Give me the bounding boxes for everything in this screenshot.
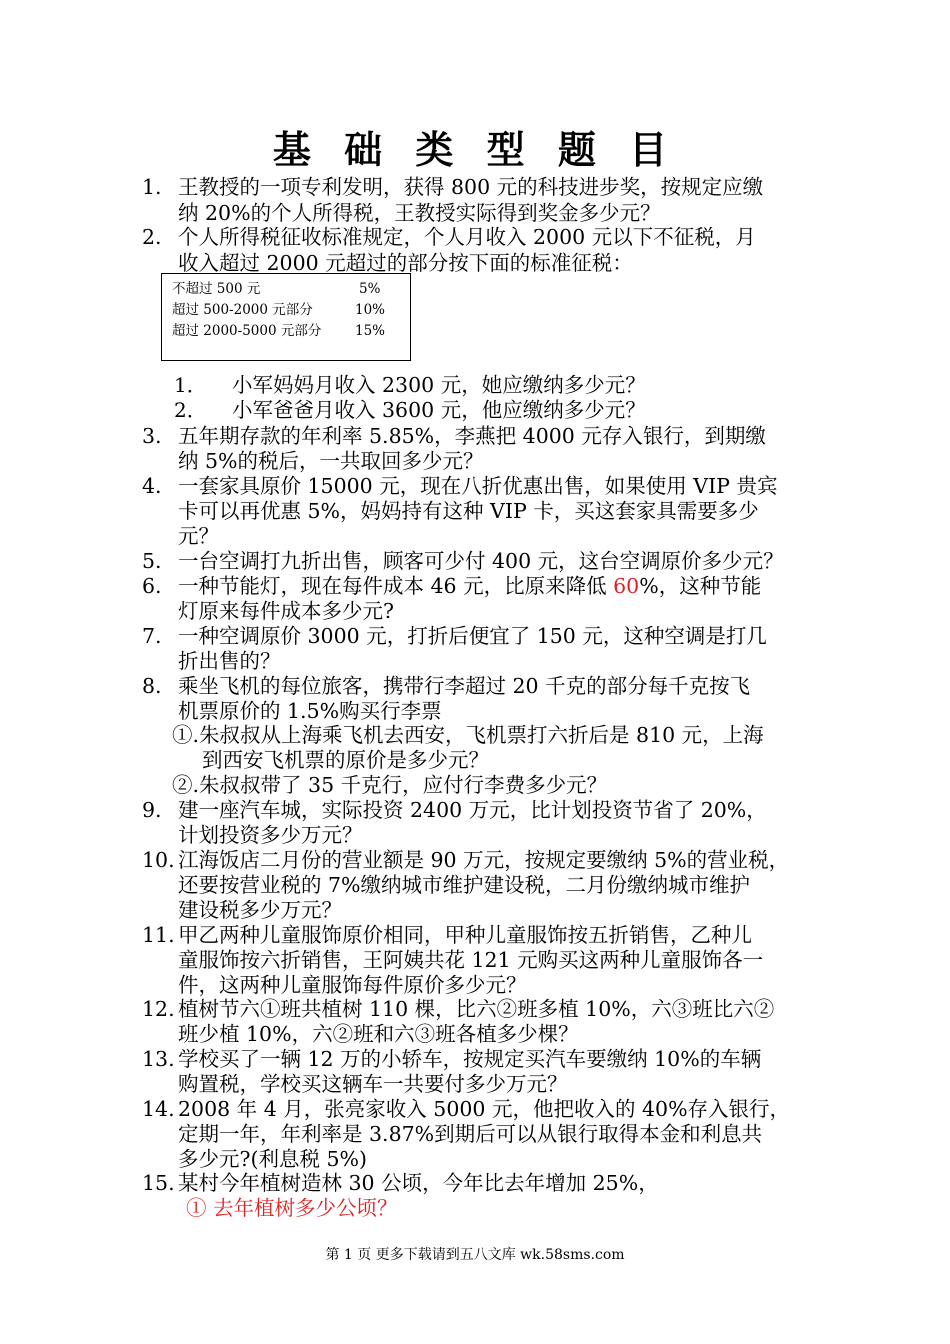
question-number: 11. xyxy=(142,923,175,947)
sub-question-number: 2． xyxy=(174,398,207,422)
question-text: 定期一年，年利率是 3.87%到期后可以从银行取得本金和利息共 xyxy=(178,1122,763,1146)
question-text: 班少植 10%，六②班和六③班各植多少棵？ xyxy=(178,1022,579,1046)
question-text: 件，这两种儿童服饰每件原价多少元？ xyxy=(178,973,527,997)
tax-bracket: 不超过 500 元 xyxy=(172,281,261,297)
question-text: 元？ xyxy=(178,524,219,548)
question-text: 某村今年植树造林 30 公顷，今年比去年增加 25%， xyxy=(178,1171,659,1195)
question-number: 10. xyxy=(142,848,175,872)
question-text: 灯原来每件成本多少元? xyxy=(178,599,394,623)
question-text-part: %，这种节能 xyxy=(639,574,762,598)
question-text: 还要按营业税的 7%缴纳城市维护建设税，二月份缴纳城市维护 xyxy=(178,873,751,897)
sub-question-text: 到西安飞机票的原价是多少元？ xyxy=(202,748,489,772)
question-number: 6. xyxy=(142,574,162,598)
question-text: 一种空调原价 3000 元，打折后便宜了 150 元，这种空调是打几 xyxy=(178,624,767,648)
question-text: 计划投资多少万元？ xyxy=(178,823,363,847)
question-number: 9. xyxy=(142,798,162,822)
sub-question-text: ①.朱叔叔从上海乘飞机去西安，飞机票打六折后是 810 元，上海 xyxy=(172,723,764,747)
sub-question-text: ① 去年植树多少公顷？ xyxy=(186,1196,398,1220)
question-text: 机票原价的 1.5%购买行李票 xyxy=(178,699,442,723)
question-text: 学校买了一辆 12 万的小轿车，按规定买汽车要缴纳 10%的车辆 xyxy=(178,1047,762,1071)
question-text: 建一座汽车城，实际投资 2400 万元，比计划投资节省了 20%， xyxy=(178,798,767,822)
sub-question-number: 1． xyxy=(174,373,207,397)
tax-row xyxy=(172,321,321,342)
question-text-part: 一种节能灯，现在每件成本 46 元，比原来降低 xyxy=(178,574,614,598)
page-title: 基 础 类 型 题 目 xyxy=(272,128,678,172)
tax-row xyxy=(172,300,313,321)
question-text: 折出售的？ xyxy=(178,649,281,673)
question-text: 乘坐飞机的每位旅客，携带行李超过 20 千克的部分每千克按飞 xyxy=(178,674,751,698)
question-text: 卡可以再优惠 5%，妈妈持有这种 VIP 卡，买这套家具需要多少 xyxy=(178,499,759,523)
page-footer: 第 1 页 更多下载请到五八文库 wk.58sms.com xyxy=(325,1247,625,1263)
question-text: 江海饭店二月份的营业额是 90 万元，按规定要缴纳 5%的营业税， xyxy=(178,848,790,872)
question-number: 2. xyxy=(142,225,162,249)
tax-bracket: 超过 2000-5000 元部分 xyxy=(172,323,322,339)
sub-question-text: 小军妈妈月收入 2300 元，她应缴纳多少元？ xyxy=(232,373,646,397)
question-number: 1. xyxy=(142,175,162,199)
question-number: 12. xyxy=(142,997,175,1021)
question-number: 4. xyxy=(142,474,162,498)
question-number: 14. xyxy=(142,1097,175,1121)
sub-question-text: 小军爸爸月收入 3600 元，他应缴纳多少元？ xyxy=(232,398,646,422)
question-text: 甲乙两种儿童服饰原价相同，甲种儿童服饰按五折销售，乙种儿 xyxy=(178,923,752,947)
tax-rate: 5% xyxy=(359,281,381,297)
question-text: 个人所得税征收标准规定，个人月收入 2000 元以下不征税，月 xyxy=(178,225,756,249)
question-text xyxy=(178,573,761,599)
tax-row xyxy=(172,279,260,300)
question-text: 多少元?(利息税 5%) xyxy=(178,1147,368,1171)
question-number: 7. xyxy=(142,624,162,648)
question-text: 植树节六①班共植树 110 棵，比六②班多植 10%，六③班比六② xyxy=(178,997,775,1021)
question-number: 5. xyxy=(142,549,162,573)
tax-rate-table xyxy=(161,273,411,361)
question-text: 纳 20%的个人所得税，王教授实际得到奖金多少元？ xyxy=(178,201,661,225)
question-text: 2008 年 4 月，张亮家收入 5000 元，他把收入的 40%存入银行， xyxy=(178,1097,791,1121)
question-text: 一套家具原价 15000 元，现在八折优惠出售，如果使用 VIP 贵宾 xyxy=(178,474,778,498)
question-text: 收入超过 2000 元超过的部分按下面的标准征税： xyxy=(178,251,633,275)
tax-bracket: 超过 500-2000 元部分 xyxy=(172,302,313,318)
question-number: 13. xyxy=(142,1047,175,1071)
question-text: 购置税，学校买这辆车一共要付多少万元？ xyxy=(178,1072,568,1096)
question-number: 15. xyxy=(142,1171,175,1195)
question-text: 建设税多少万元？ xyxy=(178,898,342,922)
highlighted-number: 60 xyxy=(613,574,640,598)
tax-rate: 10% xyxy=(355,302,386,318)
question-text: 一台空调打九折出售，顾客可少付 400 元，这台空调原价多少元？ xyxy=(178,549,784,573)
question-text: 纳 5%的税后，一共取回多少元？ xyxy=(178,449,484,473)
question-number: 8. xyxy=(142,674,162,698)
question-text: 童服饰按六折销售，王阿姨共花 121 元购买这两种儿童服饰各一 xyxy=(178,948,764,972)
question-number: 3. xyxy=(142,424,162,448)
sub-question-text: ②.朱叔叔带了 35 千克行，应付行李费多少元？ xyxy=(172,773,608,797)
question-text: 王教授的一项专利发明，获得 800 元的科技进步奖，按规定应缴 xyxy=(178,175,764,199)
question-text: 五年期存款的年利率 5.85%，李燕把 4000 元存入银行，到期缴 xyxy=(178,424,766,448)
tax-rate: 15% xyxy=(355,323,386,339)
